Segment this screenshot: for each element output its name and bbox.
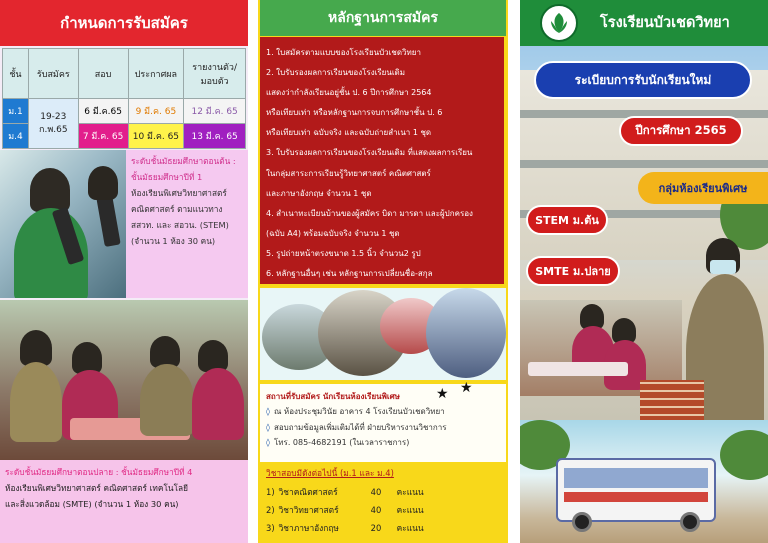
announce-date-cell: 9 มี.ค. 65	[128, 99, 184, 124]
specimen-tray	[528, 362, 628, 376]
announce-date-cell: 10 มี.ค. 65	[128, 124, 184, 149]
student-head	[198, 340, 228, 372]
middle-panel	[258, 0, 508, 543]
smte-badge: SMTE ม.ปลาย	[526, 256, 620, 286]
list-item: หรือเทียบเท่า หรือหลักฐานการจบการศึกษาชั้น ป. 6	[266, 108, 443, 118]
bus-stripe	[564, 492, 708, 502]
venue-item: ◊ โทร. 085-4682191 (ในเวลาราชการ)	[266, 438, 410, 447]
subject-unit: คะแนน	[396, 505, 424, 515]
subject-name: วิชาภาษาอังกฤษ	[278, 523, 339, 533]
lab-photo	[0, 150, 128, 298]
subject-name: วิชาวิทยาศาสตร์	[278, 505, 339, 515]
col-header-announce: ประกาศผล	[128, 49, 184, 99]
wheel-icon	[572, 512, 592, 532]
subject-no: 2)	[266, 505, 275, 515]
stem-info-box	[126, 150, 248, 298]
col-header-apply: รับสมัคร	[28, 49, 78, 99]
grade-cell: ม.1	[3, 99, 29, 124]
subject-no: 1)	[266, 487, 275, 497]
exam-date-cell: 6 มี.ค.65	[78, 99, 128, 124]
wheel-icon	[680, 512, 700, 532]
school-name: โรงเรียนบัวเชดวิทยา	[600, 15, 730, 31]
bus-window	[564, 468, 708, 488]
smte-desc: ห้องเรียนพิเศษวิทยาศาสตร์ คณิตศาสตร์ เทคโนโลยี	[5, 483, 188, 493]
dissection-photo	[0, 300, 248, 460]
schedule-title: กำหนดการรับสมัคร	[0, 0, 248, 46]
list-item: 6. หลักฐานอื่นๆ เช่น หลักฐานการเปลี่ยนชื่อ-สกุล	[266, 269, 433, 279]
student-head	[30, 168, 70, 212]
stem-desc-3: สสวท. และ สอวน. (STEM)	[131, 220, 229, 230]
tree	[720, 430, 768, 480]
list-item: 5. รูปถ่ายหน้าตรงขนาด 1.5 นิ้ว จำนวน2 รูป	[266, 248, 421, 258]
face-mask	[710, 260, 736, 274]
student-shirt	[140, 364, 194, 436]
subject-score: 40	[370, 505, 382, 515]
venue-box	[260, 380, 506, 462]
stem-desc-1: ห้องเรียนพิเศษวิทยาศาสตร์	[131, 188, 227, 198]
exam-subjects-box	[260, 462, 506, 543]
smte-level: ระดับชั้นมัธยมศึกษาตอนปลาย :	[5, 467, 119, 477]
academic-year-badge: ปีการศึกษา 2565	[619, 116, 743, 146]
report-date-cell: 12 มี.ค. 65	[184, 99, 246, 124]
stem-level: ระดับชั้นมัธยมศึกษาตอนต้น :	[131, 156, 236, 166]
col-header-grade: ชั้น	[3, 49, 29, 99]
diamond-bullet-icon: ◊	[266, 407, 270, 416]
apply-period-cell: 19-23 ก.พ.65	[28, 99, 78, 149]
subject-score: 20	[370, 523, 382, 533]
subject-name: วิชาคณิตศาสตร์	[278, 487, 338, 497]
smte-info-box	[0, 460, 248, 543]
list-item: หรือเทียบเท่า ฉบับจริง และฉบับถ่ายสำเนา 1 ชุด	[266, 128, 432, 138]
activity-photo	[426, 288, 506, 378]
documents-list	[260, 37, 504, 284]
venue-item: ◊ ณ ห้องประชุมวินัย อาคาร 4 โรงเรียนบัวเชดวิทยา	[266, 407, 445, 416]
stem-desc-2: คณิตศาสตร์ ตามแนวทาง	[131, 204, 223, 214]
school-header	[520, 0, 768, 46]
list-item: 3. ใบรับรองผลการเรียนของโรงเรียนเดิม ที่แสดงผลการเรียน	[266, 148, 473, 158]
admission-banner: ระเบียบการรับนักเรียนใหม่	[534, 61, 752, 99]
venue-title: สถานที่รับสมัคร นักเรียนห้องเรียนพิเศษ	[266, 392, 400, 401]
list-item: 1. ใบสมัครตามแบบของโรงเรียนบัวเชดวิทยา	[266, 48, 421, 57]
stem-badge: STEM ม.ต้น	[526, 205, 608, 235]
list-item: 4. สำเนาทะเบียนบ้านของผู้สมัคร บิดา มารดา และผู้ปกครอง	[266, 208, 473, 218]
right-panel	[520, 0, 768, 543]
table-row	[266, 501, 428, 519]
stem-grade: ชั้นมัธยมศึกษาปีที่ 1	[131, 172, 203, 182]
subject-no: 3)	[266, 523, 275, 533]
grade-cell: ม.4	[3, 124, 29, 149]
exam-date-cell: 7 มี.ค. 65	[78, 124, 128, 149]
teacher-head	[20, 330, 52, 366]
subjects-table	[266, 483, 428, 537]
diamond-bullet-icon: ◊	[266, 438, 270, 447]
left-panel	[0, 0, 248, 543]
star-icon: ★	[436, 386, 449, 402]
list-item: และภาษาอังกฤษ จำนวน 1 ชุด	[266, 188, 372, 198]
school-logo-icon	[540, 4, 578, 42]
col-header-exam: สอบ	[78, 49, 128, 99]
special-class-badge: กลุ่มห้องเรียนพิเศษ	[638, 172, 768, 204]
col-header-report: รายงานตัว/มอบตัว	[184, 49, 246, 99]
teacher-uniform	[10, 362, 62, 442]
activity-photo-collage	[260, 288, 506, 380]
table-row	[266, 483, 428, 501]
list-item: 2. ใบรับรองผลการเรียนของโรงเรียนเดิม	[266, 68, 406, 78]
smte-capacity: และสิ่งแวดล้อม (SMTE) (จำนวน 1 ห้อง 30 คน)	[5, 499, 179, 509]
stem-capacity: (จำนวน 1 ห้อง 30 คน)	[131, 236, 216, 246]
diamond-bullet-icon: ◊	[266, 422, 270, 432]
table-row	[266, 519, 428, 537]
subject-unit: คะแนน	[396, 523, 424, 533]
student-shirt	[192, 368, 244, 440]
subjects-title: วิชาสอบมีดังต่อไปนี้ (ม.1 และ ม.4)	[266, 468, 394, 478]
school-bus-photo	[520, 420, 768, 543]
student-head	[88, 166, 118, 200]
table-row	[3, 99, 246, 124]
subject-unit: คะแนน	[396, 487, 424, 497]
documents-title: หลักฐานการสมัคร	[260, 0, 506, 36]
list-item: แสดงว่ากำลังเรียนอยู่ชั้น ป. 6 ปีการศึกษา 2564	[266, 88, 432, 98]
list-item: (ฉบับ A4) พร้อมฉบับจริง จำนวน 1 ชุด	[266, 228, 400, 238]
report-date-cell: 13 มี.ค. 65	[184, 124, 246, 149]
schedule-table	[2, 48, 246, 149]
smte-grade: ชั้นมัธยมศึกษาปีที่ 4	[121, 467, 193, 477]
subject-score: 40	[370, 487, 382, 497]
venue-item: ◊ สอบถามข้อมูลเพิ่มเติมได้ที่ ฝ่ายบริหารงานวิชาการ	[266, 422, 447, 432]
building-floor-line	[520, 160, 768, 168]
list-item: ในกลุ่มสาระการเรียนรู้วิทยาศาสตร์ คณิตศาสตร์	[266, 168, 431, 178]
star-icon: ★	[460, 380, 473, 396]
